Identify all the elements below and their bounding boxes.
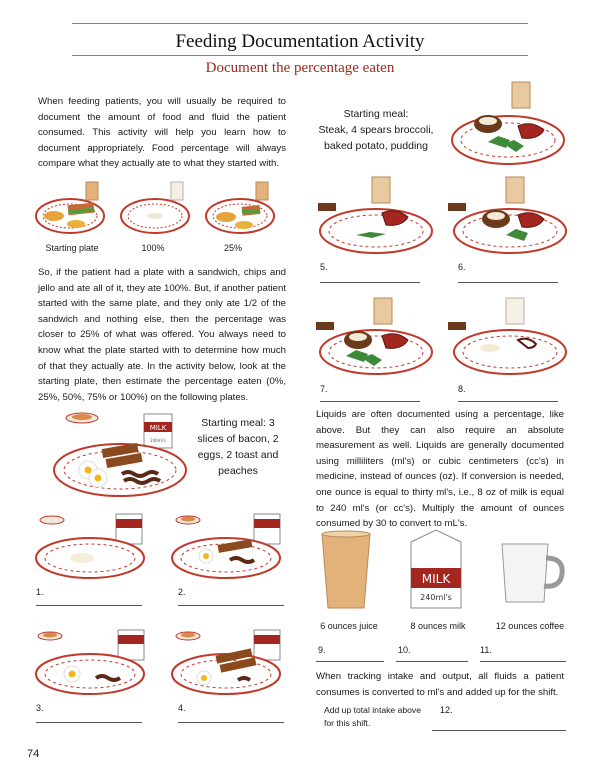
item-number-3: 3.	[36, 703, 44, 713]
page-number: 74	[27, 748, 40, 760]
dinner-starting-meal-line2: Steak, 4 spears broccoli,	[318, 124, 434, 136]
answer-line-3[interactable]	[36, 722, 142, 723]
item-number-9: 9.	[318, 645, 326, 655]
item-number-7: 7.	[320, 384, 328, 394]
drink-caption-juice: 6 ounces juice	[320, 621, 378, 631]
dinner-starting-meal-line3: baked potato, pudding	[324, 140, 428, 152]
example-plate-25	[206, 182, 274, 233]
example-caption-25: 25%	[223, 243, 242, 253]
item-number-10: 10.	[398, 645, 411, 655]
answer-line-11[interactable]	[480, 661, 566, 662]
milk-carton	[144, 414, 172, 448]
drink-caption-coffee: 12 ounces coffee	[495, 621, 565, 631]
answer-line-1[interactable]	[36, 605, 142, 606]
drink-caption-milk: 8 ounces milk	[410, 621, 466, 631]
dinner-starting-plate	[448, 80, 568, 170]
answer-line-4[interactable]	[178, 722, 284, 723]
breakfast-plate-2	[168, 512, 286, 582]
example-plates-illustration	[30, 176, 290, 238]
milk-carton-large-volume: 240ml's	[420, 593, 452, 602]
milk-carton-large-label: MILK	[421, 572, 451, 586]
example-plate-100	[121, 182, 189, 233]
dinner-plate-7	[312, 296, 436, 380]
milk-carton-large	[405, 528, 467, 610]
item-number-5: 5.	[320, 262, 328, 272]
title-rule	[72, 55, 528, 56]
item-number-4: 4.	[178, 703, 186, 713]
answer-line-9[interactable]	[316, 661, 384, 662]
breakfast-plate-3	[32, 628, 150, 698]
answer-line-2[interactable]	[178, 605, 284, 606]
total-intake-prompt: Add up total intake above for this shift.	[324, 705, 421, 728]
coffee-mug	[496, 540, 568, 606]
item-number-2: 2.	[178, 587, 186, 597]
item-number-8: 8.	[458, 384, 466, 394]
page-subtitle: Document the percentage eaten	[205, 60, 395, 76]
breakfast-plate-4	[168, 628, 286, 698]
example-caption-start: Starting plate	[45, 243, 99, 253]
intro-paragraph: When feeding patients, you will usually be required to document the amount of food and fluid the patient consumed. This activity will help you learn how to document appropriately. Food percentage will always compare what they actually ate to what they started with.	[38, 96, 286, 170]
answer-line-8[interactable]	[458, 401, 558, 402]
breakfast-starting-meal: Starting meal: 3 slices of bacon, 2 eggs, 2 toast and peaches	[197, 417, 279, 477]
juice-glass	[318, 530, 374, 612]
answer-line-7[interactable]	[320, 401, 420, 402]
dinner-plate-8	[446, 296, 570, 380]
item-number-11: 11.	[480, 645, 492, 655]
page-title: Feeding Documentation Activity	[175, 31, 425, 52]
liquids-paragraph: Liquids are often documented using a percentage, like above. But they can also require an absolute measurement as well. Liquids are generally documented using milliliters (ml's) or cubic centimeters (cc's) in medicine, instead of ounces (oz). If conversion is needed, one ounce is equal to thirty ml's, i.e., 8 oz of milk is equal to 240 ml's (or cc's). Multiply the amount of ounces consumed by 30 to convert to mL's.	[316, 409, 564, 530]
answer-line-10[interactable]	[396, 661, 468, 662]
dinner-starting-meal-line1: Starting meal:	[343, 108, 409, 120]
item-number-6: 6.	[458, 262, 466, 272]
dinner-plate-5	[312, 175, 436, 259]
dinner-plate-6	[446, 175, 570, 259]
example-caption-100: 100%	[141, 243, 165, 253]
explanation-paragraph: So, if the patient had a plate with a sandwich, chips and jello and ate all of it, they ate 100%. But, if another patient started with the same plate, and they only ate 1/2 of the sandwich and nothing else, then the percentage was closer to 25% of what was offered. You always need to know what the plate started with to determine how much of that they actually ate. In the activity below, look at the starting plate, then estimate the percentage eaten (0%, 25%, 50%, 75% or 100%) on the following plates.	[38, 267, 286, 403]
example-plate-start	[36, 182, 104, 233]
top-rule	[72, 23, 528, 24]
answer-line-5[interactable]	[320, 282, 420, 283]
breakfast-plate-1	[32, 512, 150, 582]
answer-line-12[interactable]	[432, 730, 566, 731]
item-number-12: 12.	[440, 705, 453, 715]
tracking-paragraph: When tracking intake and output, all fluids a patient consumes is converted to ml's and added up for the shift.	[316, 671, 564, 698]
milk-carton-label: MILK	[149, 424, 167, 432]
milk-carton-volume: 240ml's	[150, 438, 166, 443]
answer-line-6[interactable]	[458, 282, 558, 283]
item-number-1: 1.	[36, 587, 44, 597]
breakfast-starting-plate	[40, 408, 190, 500]
